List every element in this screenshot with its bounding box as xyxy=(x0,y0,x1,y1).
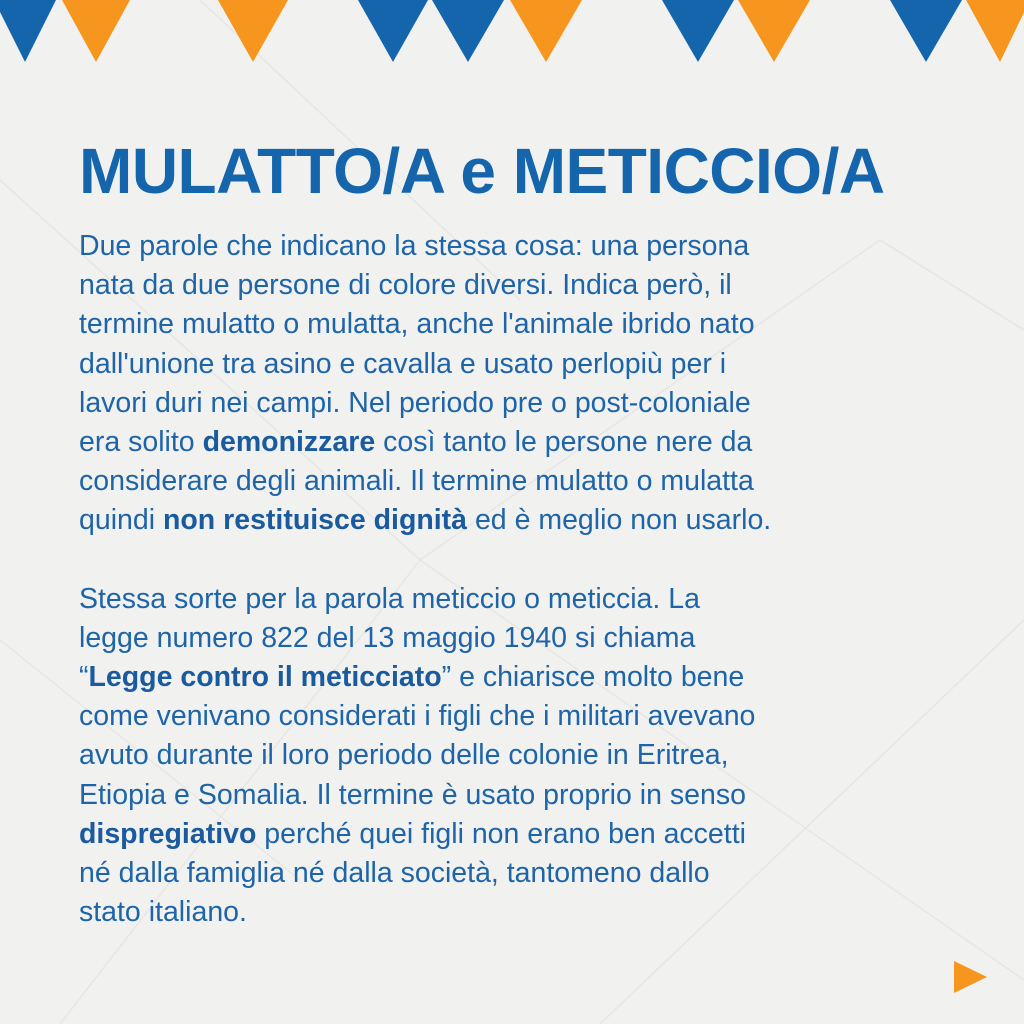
flag-blue xyxy=(890,0,962,62)
text-segment: “ xyxy=(79,661,89,694)
highlight-demonizzare: demonizzare xyxy=(202,426,376,459)
flag-blue xyxy=(662,0,734,62)
flag-blue xyxy=(358,0,428,62)
text-line: legge numero 822 del 13 maggio 1940 si chiama xyxy=(79,621,696,654)
bunting-flags-decoration xyxy=(0,0,1024,70)
highlight-non-restituisce-dignita: non restituisce dignità xyxy=(162,504,468,537)
paragraph-mulatto xyxy=(79,227,979,541)
text-line xyxy=(79,658,979,697)
text-line xyxy=(79,501,979,540)
text-line: considerare degli animali. Il termine mulatto o mulatta xyxy=(79,465,754,498)
text-line: Due parole che indicano la stessa cosa: una persona xyxy=(79,230,750,262)
text-line: Stessa sorte per la parola meticcio o meticcia. La xyxy=(79,582,700,615)
text-line: nata da due persone di colore diversi. Indica però, il xyxy=(79,269,732,302)
text-segment: era solito xyxy=(79,426,203,459)
flag-blue xyxy=(432,0,504,62)
play-triangle-icon[interactable] xyxy=(953,961,987,993)
text-line: né dalla famiglia né dalla società, tantomeno dallo xyxy=(79,857,710,890)
highlight-dispregiativo: dispregiativo xyxy=(79,817,257,850)
text-line: avuto durante il loro periodo delle colonie in Eritrea, xyxy=(79,739,729,772)
text-segment: ” e chiarisce molto bene xyxy=(441,661,745,694)
page-title: MULATTO/A e METICCIO/A xyxy=(79,135,885,207)
text-line: stato italiano. xyxy=(79,896,247,929)
flag-blue xyxy=(0,0,56,62)
text-line: Etiopia e Somalia. Il termine è usato proprio in senso xyxy=(79,778,746,811)
text-segment: perché quei figli non erano ben accetti xyxy=(256,817,746,850)
text-segment: ed è meglio non usarlo. xyxy=(467,504,772,537)
text-line: lavori duri nei campi. Nel periodo pre o post-coloniale xyxy=(79,386,751,419)
flag-orange xyxy=(62,0,130,62)
text-line xyxy=(79,815,979,854)
text-segment: quindi xyxy=(79,504,163,537)
text-line xyxy=(79,423,979,462)
highlight-legge-contro-il-meticciato: Legge contro il meticciato xyxy=(88,661,442,694)
text-line: termine mulatto o mulatta, anche l'animale ibrido nato xyxy=(79,308,755,341)
text-line: come venivano considerati i figli che i militari avevano xyxy=(79,700,756,733)
text-segment: così tanto le persone nere da xyxy=(375,426,753,459)
flag-orange xyxy=(510,0,582,62)
flag-orange xyxy=(738,0,810,62)
flag-orange xyxy=(966,0,1024,62)
main-content xyxy=(79,133,979,932)
bunting-flags xyxy=(0,0,1024,62)
flag-orange xyxy=(218,0,288,62)
text-line: dall'unione tra asino e cavalla e usato perlopiù per i xyxy=(79,347,727,380)
paragraph-meticcio xyxy=(79,580,979,933)
